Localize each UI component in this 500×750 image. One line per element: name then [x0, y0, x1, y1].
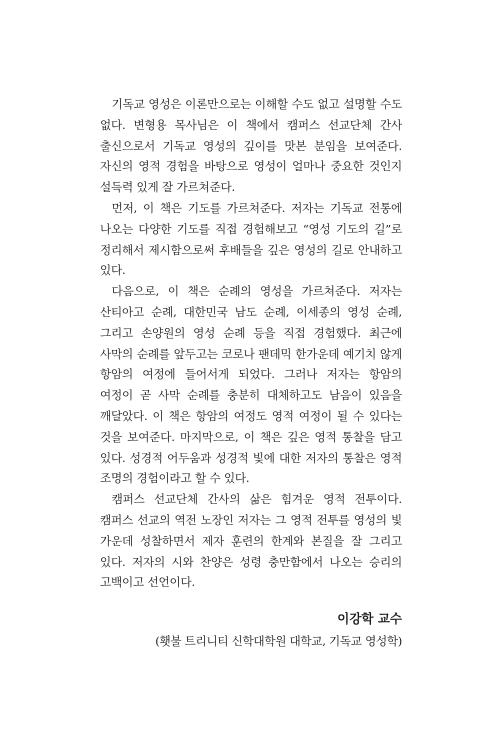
paragraph-pilgrimage: 다음으로, 이 책은 순례의 영성을 가르쳐준다. 저자는 산티아고 순례, 대한민국 남도 순례, 이세종의 영성 순례, 그리고 손양원의 영성 순례 등을 직접 경험했다. 최근에 사막의 순례를 앞두고는 코로나 팬데믹 한가운데 예기치 않게 항암의 여정에 들어서게 되었다. 그러나 저자는 항암의 여정이 곧 사막 순례를 충분히 대체하고도 남음이 있음을 깨달았다. 이 책은 항암의 여정도 영적 여정이 될 수 있다는 것을 보여준다. 마지막으로, 이 책은 깊은 영적 통찰을 담고 있다. 성경적 어두움과 성경적 빛에 대한 저자의 통찰은 영적 조명의 경험이라고 할 수 있다.	[100, 284, 402, 486]
signature-block	[155, 608, 402, 652]
recommendation-text	[100, 94, 402, 593]
paragraph-prayer: 먼저, 이 책은 기도를 가르쳐준다. 저자는 기독교 전통에 나오는 다양한 기도를 직접 경험해보고 “영성 기도의 길”로 정리해서 제시함으로써 후배들을 깊은 영성의 길로 안내하고 있다.	[100, 200, 402, 278]
signature-affiliation: (횃불 트리니티 신학대학원 대학교, 기독교 영성학)	[155, 634, 402, 648]
paragraph-conclusion: 캠퍼스 선교단체 간사의 삶은 힘겨운 영적 전투이다. 캠퍼스 선교의 역전 노장인 저자는 그 영적 전투를 영성의 빛 가운데 성찰하면서 제자 훈련의 한계와 본질을 잘 그리고 있다. 저자의 시와 찬양은 성령 충만함에서 나오는 승리의 고백이고 선언이다.	[100, 492, 402, 590]
signature-name: 이강학 교수	[337, 611, 402, 626]
paragraph-intro: 기독교 영성은 이론만으로는 이해할 수도 없고 설명할 수도 없다. 변형용 목사님은 이 책에서 캠퍼스 선교단체 간사 출신으로서 기독교 영성의 깊이를 맛본 분임을 보여준다. 자신의 영적 경험을 바탕으로 영성이 얼마나 중요한 것인지 설득력 있게 잘 가르쳐준다.	[100, 97, 402, 195]
